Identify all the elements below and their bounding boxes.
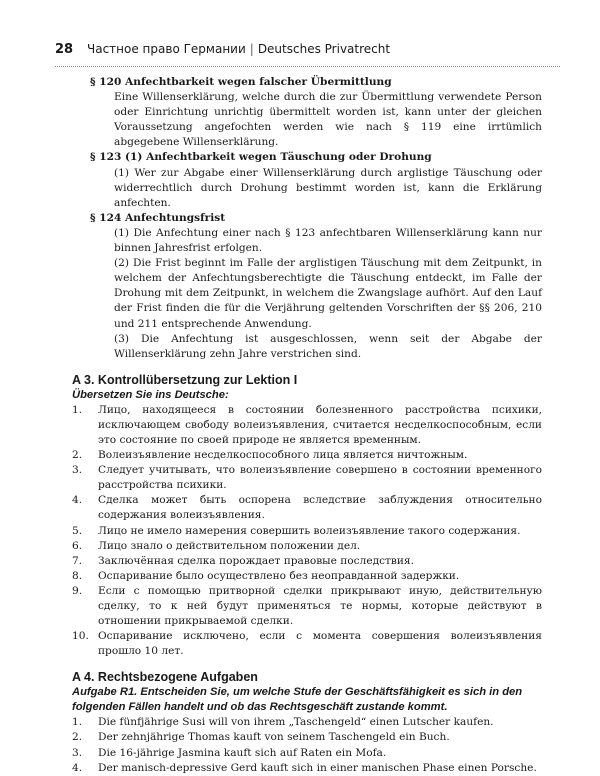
paragraph-text: Eine Willenserklärung, welche durch die zur Übermittlung verwendete Person oder Einrichtung unrichtig übermittelt worden ist, kann unter der gleichen Voraussetzung angefochten werden wie nach § 119 eine irrtümlich abgegebene Willenserklärung. (114, 91, 542, 149)
list-item (72, 746, 542, 761)
item-text: Заключённая сделка порождает правовые последствия. (98, 554, 414, 567)
item-text: Die fünfjährige Susi will von ihrem „Taschengeld“ einen Lutscher kaufen. (98, 716, 494, 729)
item-text: Der manisch-depressive Gerd kauft sich in einer manischen Phase einen Porsche. (98, 761, 537, 774)
list-item (72, 448, 542, 463)
page-header (55, 40, 560, 58)
list-item (72, 761, 542, 776)
list-item (72, 715, 542, 730)
item-text: Лицо знало о действительном положении дел. (98, 539, 361, 552)
section-a4-title: A 4. Rechtsbezogene Aufgaben (72, 670, 258, 685)
item-text: Оспаривание исключено, если с момента совершения волеизъявления прошло 10 лет. (98, 630, 542, 658)
item-number: 1. (72, 403, 83, 416)
item-number: 1. (72, 716, 83, 729)
list-item (72, 584, 542, 629)
item-number: 8. (72, 569, 83, 582)
list-item (72, 524, 542, 539)
section-a3-title: A 3. Kontrollübersetzung zur Lektion I (72, 372, 298, 387)
paragraph-123 (72, 150, 542, 210)
list-item (72, 403, 542, 448)
item-number: 10. (72, 630, 89, 643)
page-number: 28 (55, 41, 74, 57)
header-separator: | (249, 42, 254, 56)
list-item (72, 629, 542, 659)
paragraph-text: (2) Die Frist beginnt im Falle der arglistigen Täuschung mit dem Zeitpunkt, in welchem der Anfechtungsberechtigte die Täuschung entdeckt, im Falle der Drohung mit dem Zeitpunkt, in welchem die Zwangslage aufhört. Auf den Lauf der Frist finden die für die Verjährung geltenden Vorschriften der §§ 206, 210 und 211 entsprechende Anwendung. (114, 257, 542, 330)
paragraph-124 (72, 211, 542, 362)
item-number: 7. (72, 554, 83, 567)
paragraph-120 (72, 75, 542, 150)
list-item (72, 463, 542, 493)
item-text: Der zehnjährige Thomas kauft von seinem Taschengeld ein Buch. (98, 731, 450, 744)
section-a3-subtitle: Übersetzen Sie ins Deutsche: (72, 388, 229, 401)
running-title-ru: Частное право Германии (87, 42, 246, 56)
list-item (72, 730, 542, 745)
item-number: 3. (72, 464, 83, 477)
item-number: 2. (72, 731, 83, 744)
header-divider (55, 66, 560, 67)
task-list (72, 715, 542, 775)
paragraph-text: (3) Die Anfechtung ist ausgeschlossen, wenn seit der Abgabe der Willenserklärung zehn Jahre verstrichen sind. (114, 332, 542, 360)
list-item (72, 569, 542, 584)
paragraph-heading: § 120 Anfechtbarkeit wegen falscher Übermittlung (90, 76, 392, 88)
item-text: Die 16-jährige Jasmina kauft sich auf Raten ein Mofa. (98, 746, 387, 759)
item-number: 4. (72, 494, 83, 507)
item-text: Сделка может быть оспорена вследствие заблуждения относительно содержания волеизъявления. (98, 494, 542, 522)
list-item (72, 493, 542, 523)
item-number: 2. (72, 449, 83, 462)
item-number: 4. (72, 761, 83, 774)
section-a4-subtitle: Aufgabe R1. Entscheiden Sie, um welche Stufe der Geschäftsfähigkeit es sich in den folgenden Fällen handelt und ob das Rechtsgeschäft zustande kommt. (72, 686, 523, 714)
item-number: 9. (72, 584, 83, 597)
item-text: Лицо не имело намерения совершить волеизъявление такого содержания. (98, 524, 521, 537)
item-text: Следует учитывать, что волеизъявление совершено в состоянии временного расстройства психики. (98, 464, 542, 492)
paragraph-text: (1) Wer zur Abgabe einer Willenserklärung durch arglistige Täuschung oder widerrechtlich durch Drohung bestimmt worden ist, kann die Erklärung anfechten. (114, 166, 542, 209)
running-title-de: Deutsches Privatrecht (257, 42, 391, 56)
paragraph-heading: § 123 (1) Anfechtbarkeit wegen Täuschung oder Drohung (90, 151, 432, 164)
item-text: Лицо, находящееся в состоянии болезненного расстройства психики, исключающем свободу волеизъявления, считается несделкоспособным, если это состояние по своей природе не является временным. (98, 403, 542, 446)
page-content (72, 75, 542, 776)
paragraph-text: (1) Die Anfechtung einer nach § 123 anfechtbaren Willenserklärung kann nur binnen Jahresfrist erfolgen. (114, 226, 542, 255)
item-text: Оспаривание было осуществлено без неоправданной задержки. (98, 569, 460, 582)
item-text: Волеизъявление несделкоспособного лица является ничтожным. (98, 449, 468, 462)
item-text: Если с помощью притворной сделки прикрывают иную, действительную сделку, то к ней будут применяться те нормы, которые действуют в отношении прикрываемой сделки. (98, 584, 542, 628)
translation-list (72, 403, 542, 660)
paragraph-heading: § 124 Anfechtungsfrist (90, 211, 226, 224)
item-number: 5. (72, 524, 83, 537)
item-number: 3. (72, 746, 83, 759)
list-item (72, 554, 542, 569)
item-number: 6. (72, 539, 83, 552)
list-item (72, 539, 542, 554)
